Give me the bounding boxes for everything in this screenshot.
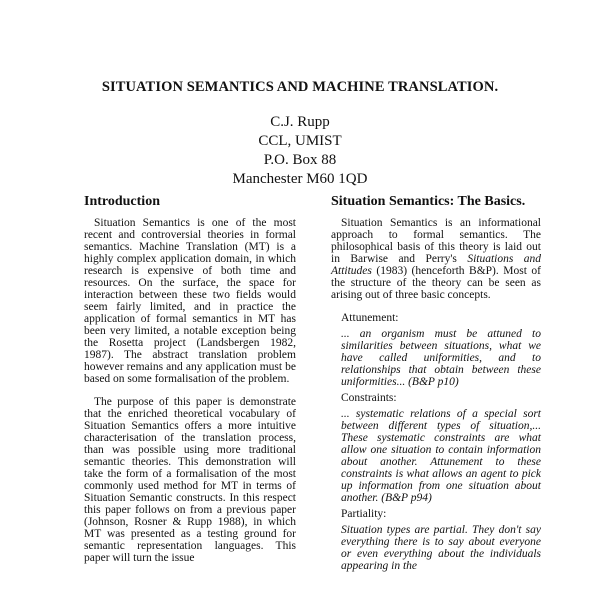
concept-quote-partiality: [341, 524, 541, 572]
author-city: Manchester M60 1QD: [232, 171, 368, 187]
quote-citation: (B&P p94): [381, 492, 432, 504]
paper-title: SITUATION SEMANTICS AND MACHINE TRANSLATION.: [101, 79, 499, 95]
intro-text-after: (1983) (henceforth B&P). Most of the structure of the theory can be seen as arising out of three basic concepts.: [331, 265, 541, 301]
introduction-paragraph-1: Situation Semantics is one of the most recent and controversial theories in formal semantics. Machine Translation (MT) is a highly complex application domain, in which research is expensive of both time and resources. On the surface, the space for interaction between these two fields would seem fairly limited, and in practice the application of formal semantics in MT has been very limited, a notable exception being the Rosetta project (Landsbergen 1982, 1987). The abstract translation problem however remains and any application must be based on some formalisation of the problem.: [84, 217, 296, 385]
intro-text-before: Situation Semantics is an informational approach to formal semantics. The philosophical basis of this theory is laid out in Barwise and Perry's: [331, 217, 541, 265]
author-name: C.J. Rupp: [270, 114, 330, 130]
author-affiliation: CCL, UMIST: [258, 133, 342, 149]
concept-label-partiality: Partiality:: [341, 508, 387, 520]
concept-quote-attunement: [341, 328, 541, 388]
quote-text: ... an organism must be attuned to similarities between situations, what we have called uniformities, and to relationships that obtain between these uniformities...: [341, 328, 541, 388]
quote-text: ... systematic relations of a special sort between different types of situation,... These systematic constraints are what allow one situation to contain information about another. Attunement to these constraints is what allows an agent to pick up information from one situation about another.: [341, 408, 541, 504]
basics-intro-paragraph: [331, 217, 541, 301]
book-title: Situations and Attitudes: [331, 253, 541, 277]
basics-heading: Situation Semantics: The Basics.: [331, 194, 526, 209]
author-po-box: P.O. Box 88: [263, 152, 337, 168]
introduction-heading: Introduction: [84, 194, 160, 209]
left-column: [84, 194, 296, 575]
concept-label-constraints: Constraints:: [341, 392, 397, 404]
quote-citation: (B&P p10): [408, 376, 459, 388]
concept-label-attunement: Attunement:: [341, 312, 399, 324]
right-column: [331, 194, 541, 576]
quote-text: Situation types are partial. They don't say everything there is to say about everyone or even everything about the individuals appearing in the: [341, 524, 541, 572]
author-block: [0, 113, 600, 189]
introduction-paragraph-2: The purpose of this paper is demonstrate that the enriched theoretical vocabulary of Situation Semantics offers a more intuitive characterisation of the translation process, than was possible using more traditional semantic theories. This demonstration will take the form of a formalisation of the most commonly used method for MT in terms of Situation Semantic constructs. In this respect this paper follows on from a previous paper (Johnson, Rosner & Rupp 1988), in which MT was presented as a testing ground for semantic representation languages. This paper will turn the issue: [84, 396, 296, 564]
concept-quote-constraints: [341, 408, 541, 504]
